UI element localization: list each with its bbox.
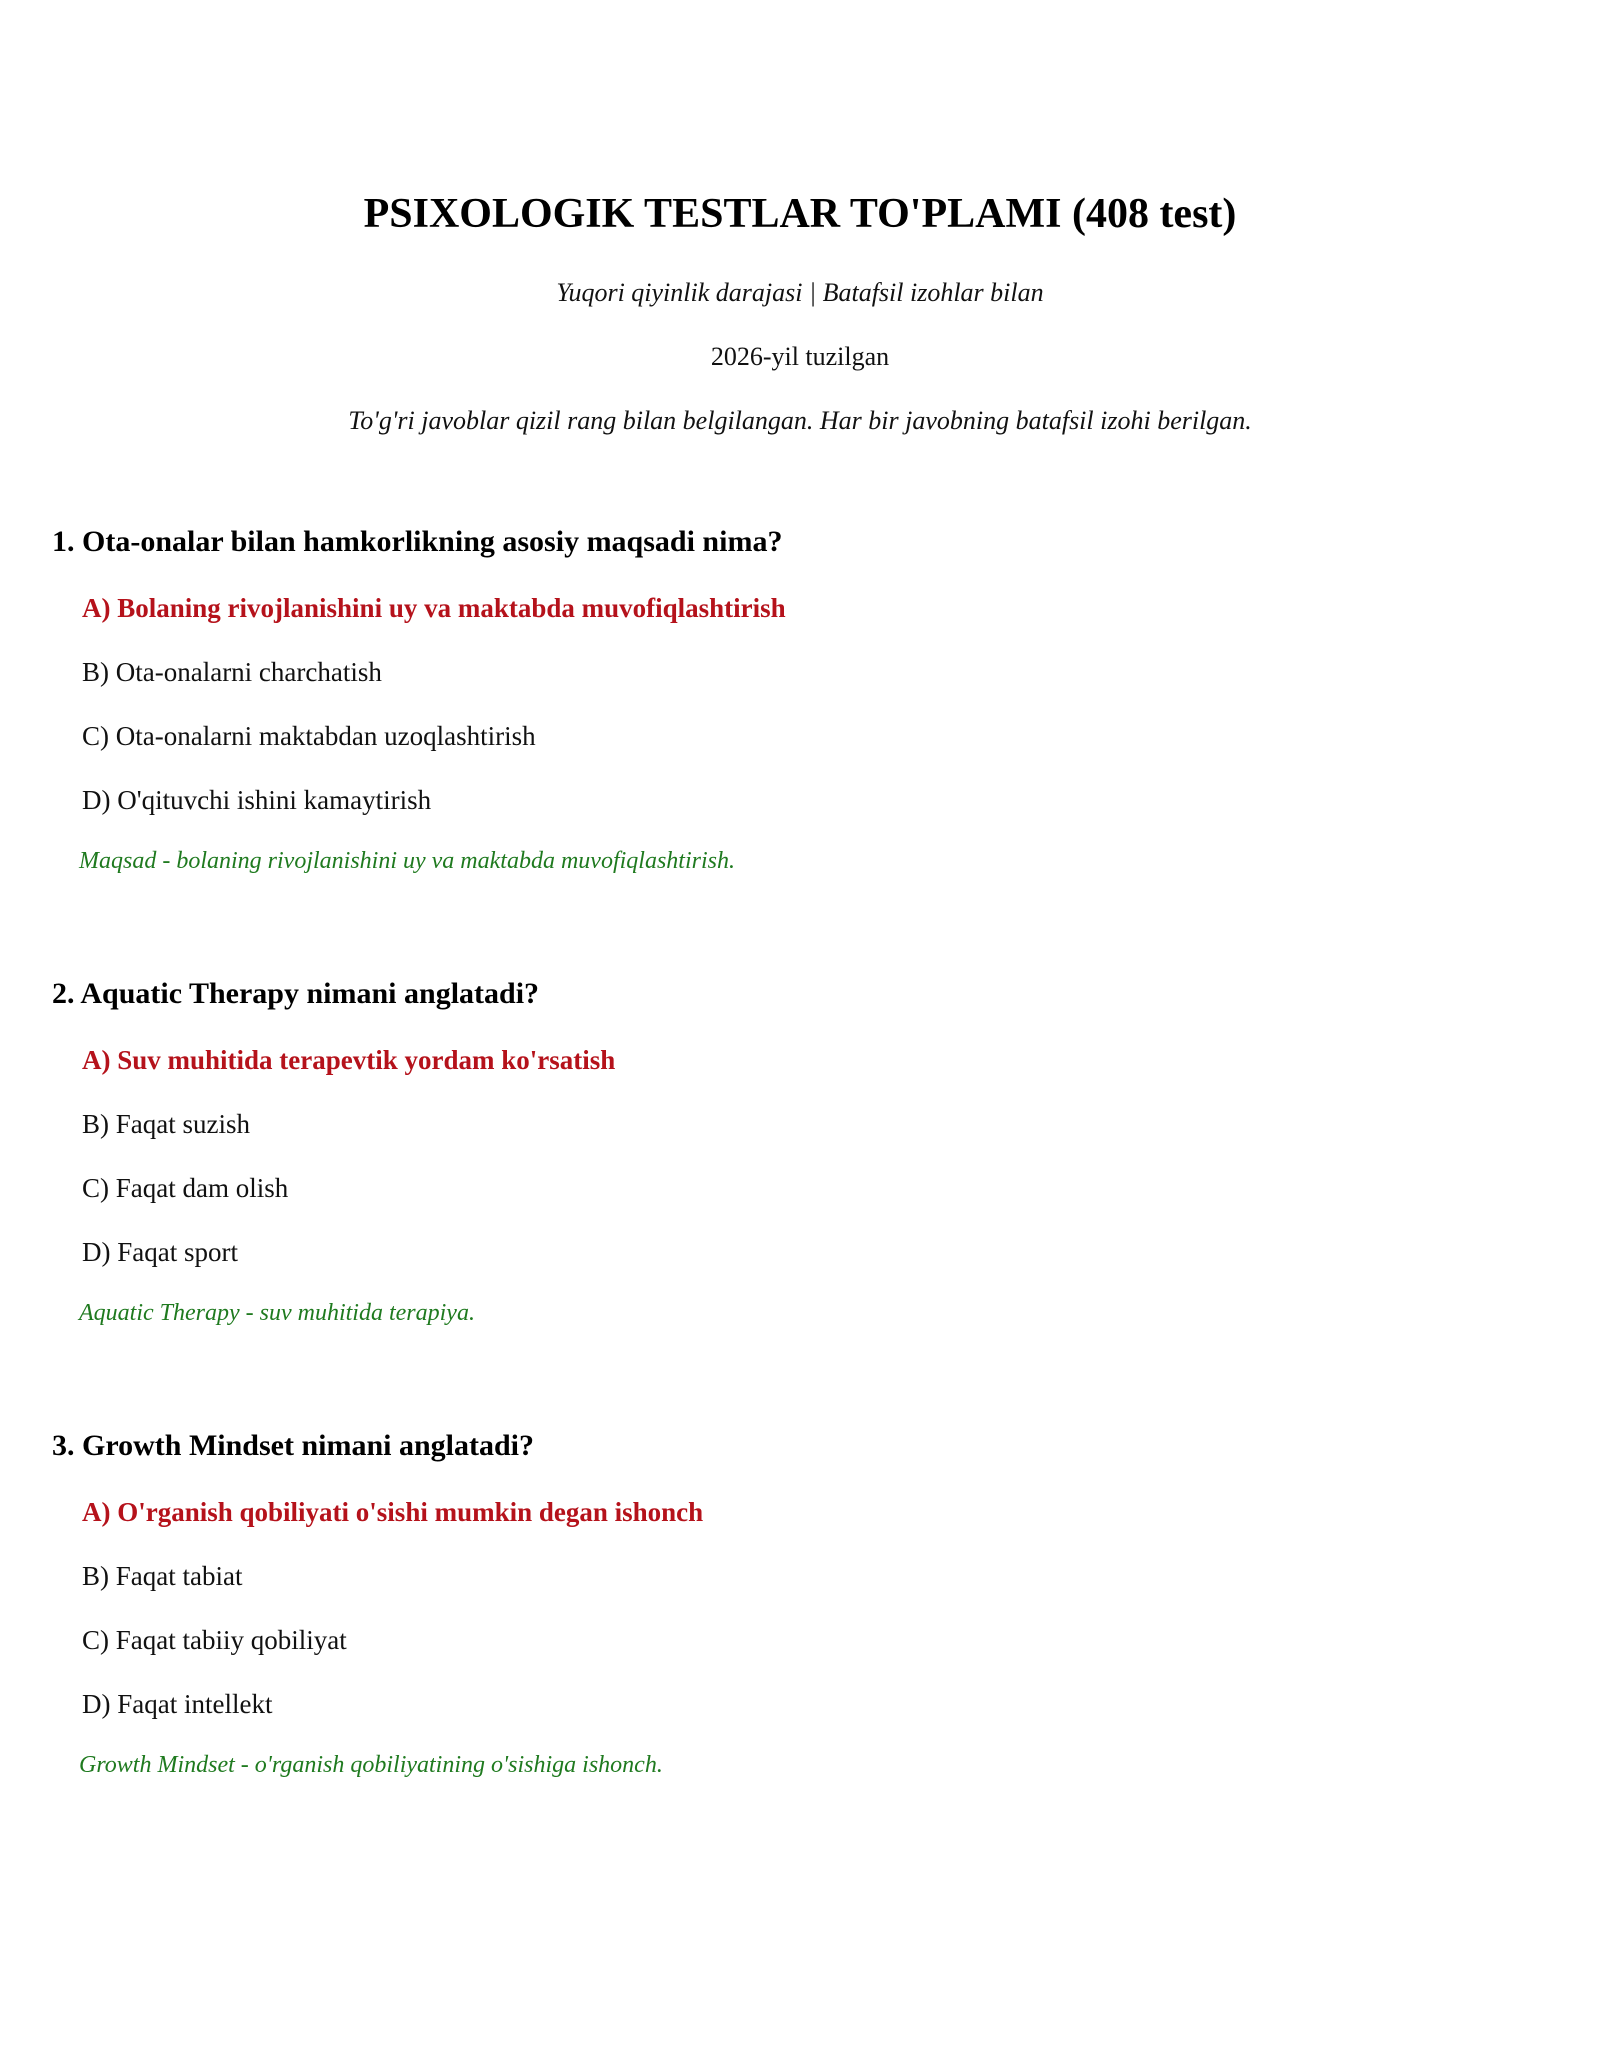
answer-explanation: Maqsad - bolaning rivojlanishini uy va maktabda muvofiqlashtirish. xyxy=(79,848,735,874)
question-item xyxy=(52,1426,1552,1878)
document-subtitle: Yuqori qiyinlik darajasi | Batafsil izohlar bilan xyxy=(556,278,1044,307)
answer-explanation: Growth Mindset - o'rganish qobiliyatining o'sishiga ishonch. xyxy=(79,1752,663,1778)
answer-explanation: Aquatic Therapy - suv muhitida terapiya. xyxy=(79,1300,475,1326)
answer-option-correct: A) Suv muhitida terapevtik yordam ko'rsatish xyxy=(82,1045,616,1075)
answer-option-correct: A) O'rganish qobiliyati o'sishi mumkin degan ishonch xyxy=(82,1497,704,1527)
answer-options xyxy=(52,1494,1552,1722)
answer-option: B) Ota-onalarni charchatish xyxy=(82,657,382,687)
answer-option: C) Faqat dam olish xyxy=(82,1173,289,1203)
answer-option: D) Faqat intellekt xyxy=(82,1689,273,1719)
question-title: 3. Growth Mindset nimani anglatadi? xyxy=(52,1429,535,1462)
document-note: To'g'ri javoblar qizil rang bilan belgilangan. Har bir javobning batafsil izohi berilgan. xyxy=(348,406,1252,435)
question-item xyxy=(52,974,1552,1426)
answer-options xyxy=(52,590,1552,818)
answer-option: D) Faqat sport xyxy=(82,1237,238,1267)
question-title: 2. Aquatic Therapy nimani anglatadi? xyxy=(52,977,540,1010)
document-date-line: 2026-yil tuzilgan xyxy=(710,342,890,371)
document-title: PSIXOLOGIK TESTLAR TO'PLAMI (408 test) xyxy=(363,191,1237,237)
answer-option: D) O'qituvchi ishini kamaytirish xyxy=(82,785,432,815)
answer-option-correct: A) Bolaning rivojlanishini uy va maktabda muvofiqlashtirish xyxy=(82,593,786,623)
question-title: 1. Ota-onalar bilan hamkorlikning asosiy maqsadi nima? xyxy=(52,525,783,558)
answer-option: B) Faqat suzish xyxy=(82,1109,250,1139)
question-item xyxy=(52,522,1552,974)
answer-option: C) Ota-onalarni maktabdan uzoqlashtirish xyxy=(82,721,536,751)
answer-option: C) Faqat tabiiy qobiliyat xyxy=(82,1625,347,1655)
questions-list xyxy=(52,522,1552,1878)
answer-option: B) Faqat tabiat xyxy=(82,1561,243,1591)
answer-options xyxy=(52,1042,1552,1270)
document-header xyxy=(0,185,1600,439)
